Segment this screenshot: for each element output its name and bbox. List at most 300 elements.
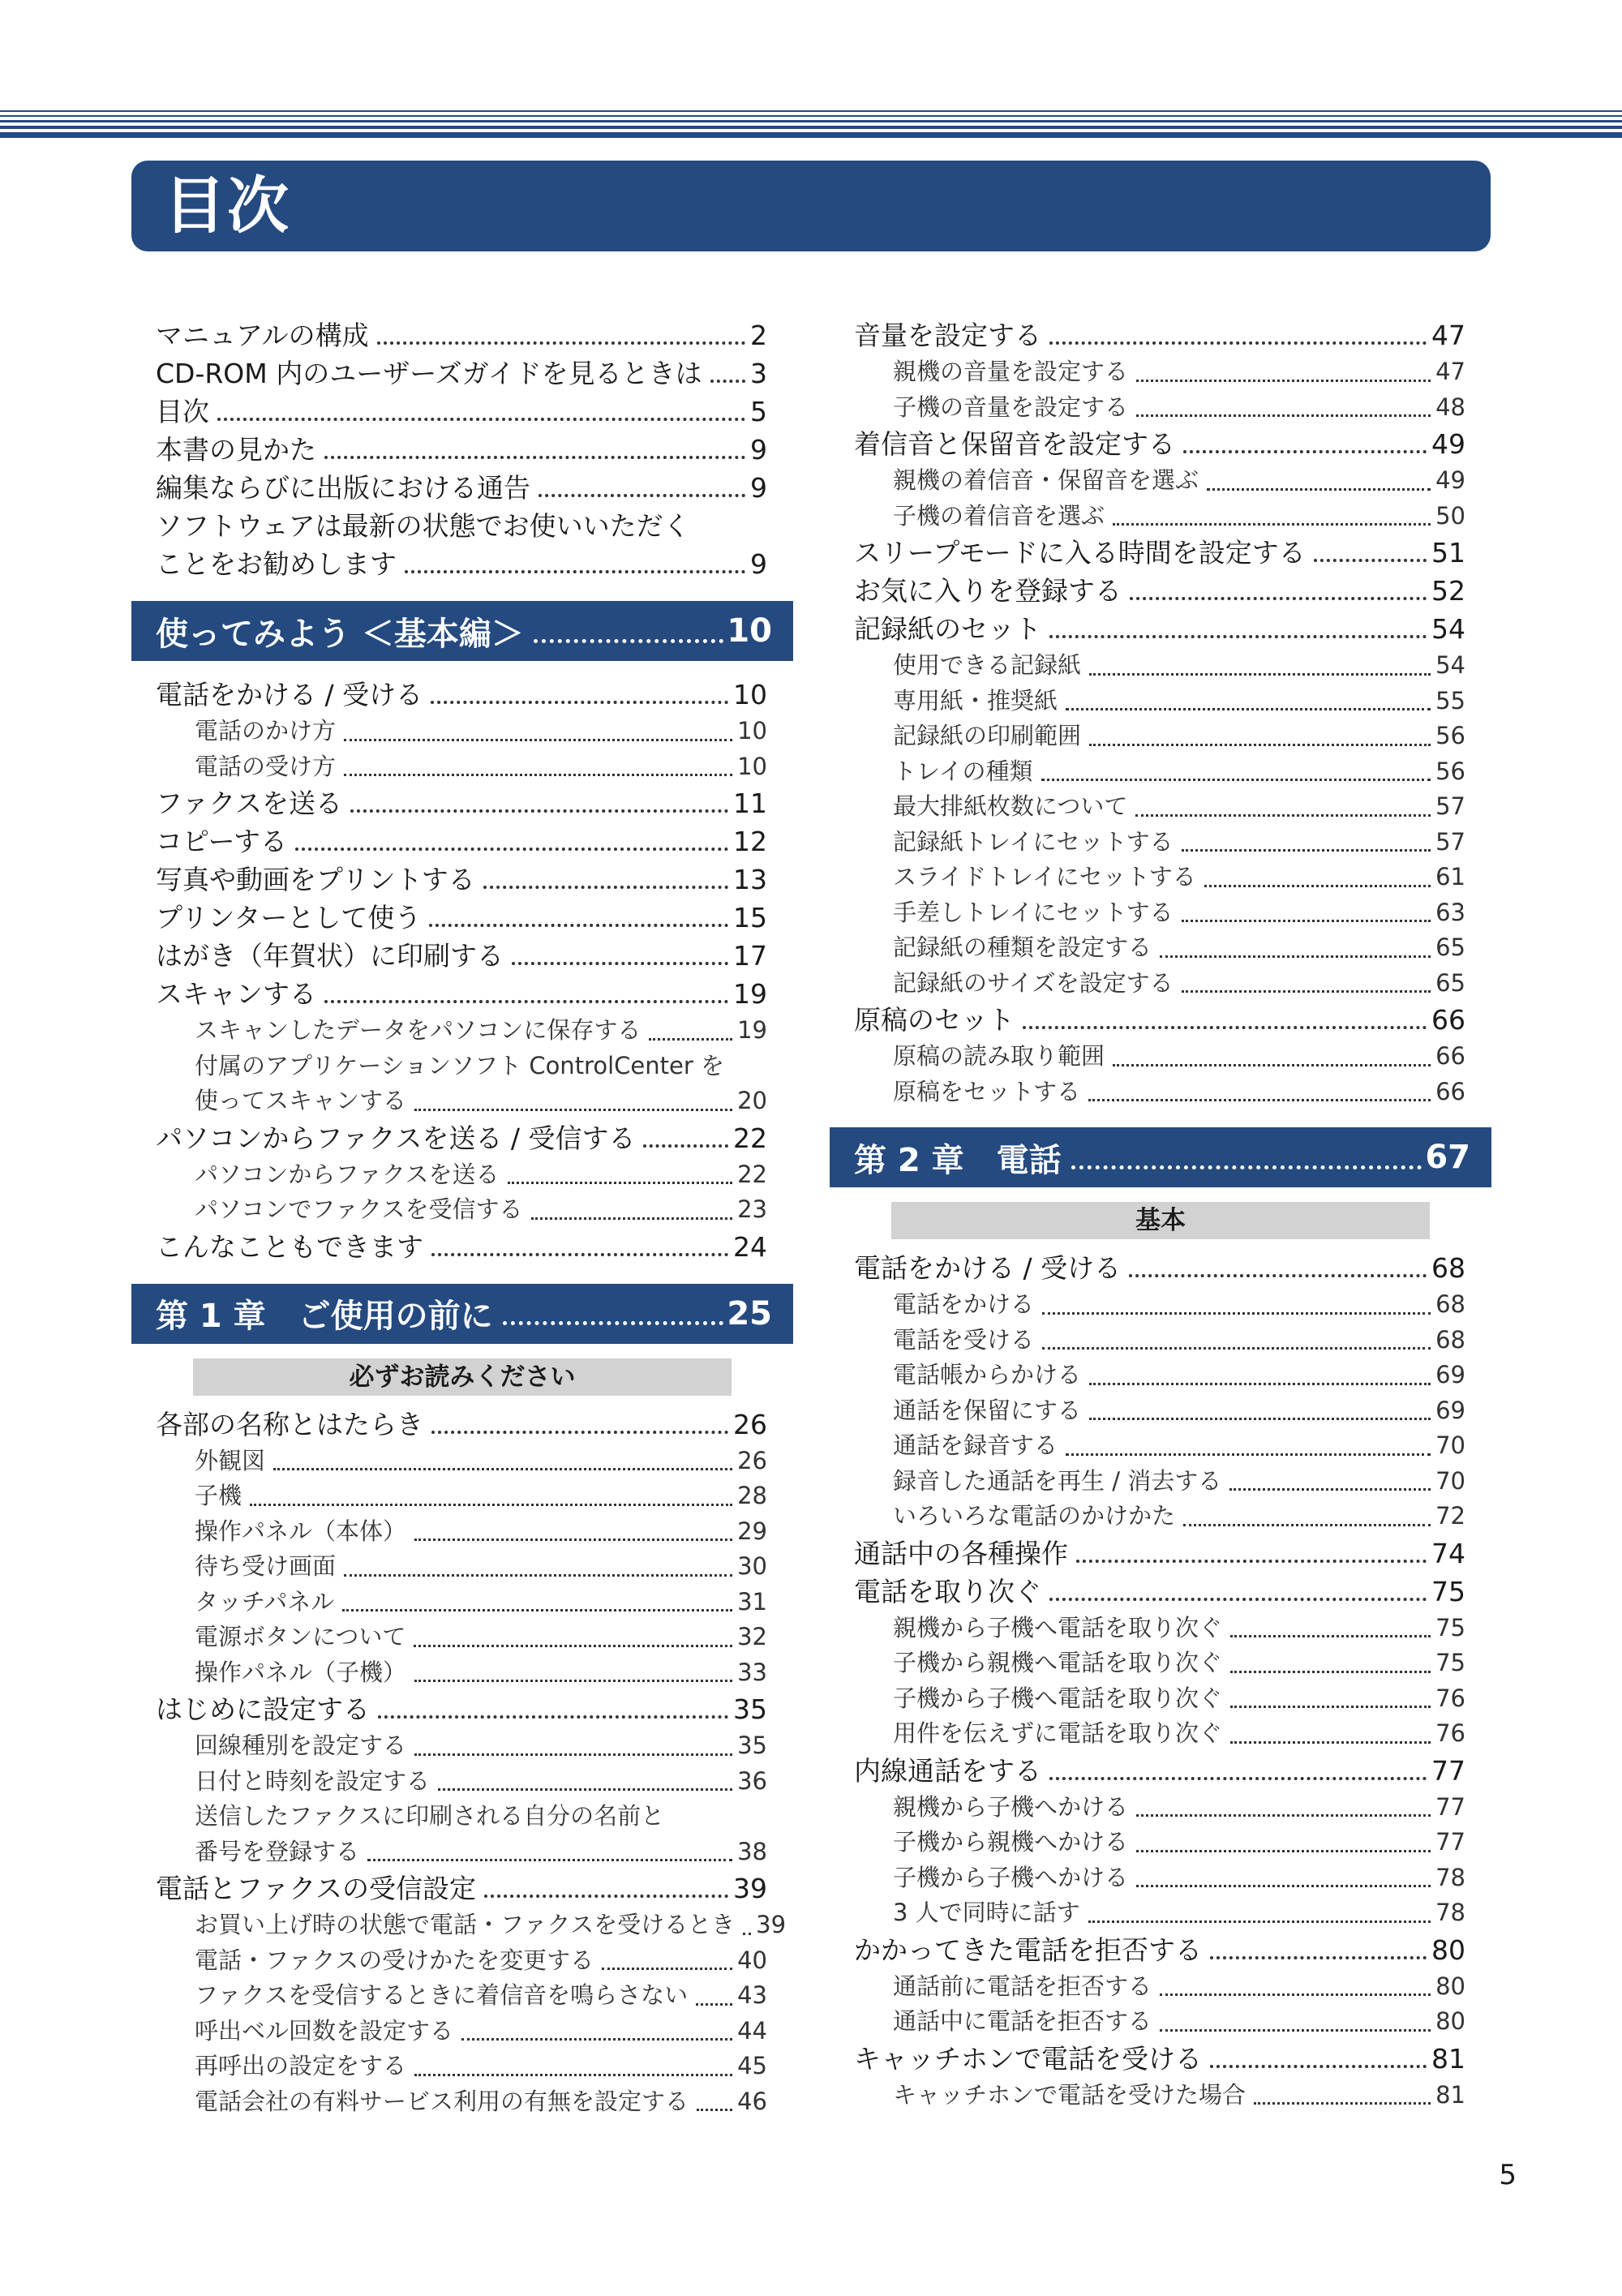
entry-page: 65 xyxy=(1435,933,1465,961)
toc-subentry[interactable] xyxy=(131,1978,793,2014)
entry-label: プリンターとして使う xyxy=(156,902,422,933)
entry-label: マニュアルの構成 xyxy=(156,320,369,351)
entry-page: 56 xyxy=(1435,757,1465,785)
toc-subentry[interactable] xyxy=(131,1585,793,1620)
toc-column-left xyxy=(131,316,793,2119)
toc-entry[interactable] xyxy=(830,1752,1491,1790)
entry-label: 電話をかける xyxy=(893,1290,1035,1318)
toc-subentry[interactable] xyxy=(830,825,1491,860)
entry-page: 61 xyxy=(1435,863,1465,891)
leader-dots xyxy=(1089,1383,1431,1385)
entry-page: 44 xyxy=(737,2016,767,2045)
toc-entry[interactable] xyxy=(131,860,793,899)
toc-entry[interactable] xyxy=(131,354,793,393)
entry-label: お気に入りを登録する xyxy=(854,575,1122,607)
leader-dots xyxy=(1230,1741,1431,1744)
leader-dots xyxy=(1071,1165,1422,1169)
entry-page: 49 xyxy=(1435,466,1465,494)
toc-subentry[interactable] xyxy=(131,1620,793,1655)
toc-subentry[interactable] xyxy=(830,1611,1491,1646)
entry-label: コピーする xyxy=(156,826,288,857)
chapter-title: 使ってみよう ＜基本編＞ xyxy=(156,615,524,653)
toc-subentry[interactable] xyxy=(830,754,1491,790)
entry-label: キャッチホンで電話を受けた場合 xyxy=(893,2080,1247,2109)
entry-label: タッチパネル xyxy=(195,1587,335,1616)
entry-page: 10 xyxy=(737,717,767,745)
toc-subentry[interactable] xyxy=(131,2014,793,2049)
leader-dots xyxy=(1076,1560,1427,1563)
leader-dots xyxy=(1254,2102,1431,2105)
leader-dots xyxy=(1136,1814,1431,1817)
entry-page: 52 xyxy=(1431,575,1465,607)
entry-page: 22 xyxy=(733,1122,767,1154)
entry-label: 再呼出の設定をする xyxy=(195,2052,407,2079)
leader-dots xyxy=(512,962,728,965)
leader-dots xyxy=(1183,450,1427,453)
entry-page: 45 xyxy=(737,2052,767,2079)
toc-entry-line[interactable]: 送信したファクスに印刷される自分の名前と xyxy=(195,1802,665,1830)
page-title: 目次 xyxy=(164,170,290,242)
entry-page: 48 xyxy=(1435,393,1465,421)
toc-subentry[interactable] xyxy=(830,1464,1491,1500)
toc-subentry[interactable] xyxy=(830,1287,1491,1323)
entry-label: 電源ボタンについて xyxy=(195,1623,406,1650)
entry-label: パソコンからファクスを送る xyxy=(195,1160,500,1188)
entry-label: 子機から親機へかける xyxy=(893,1828,1129,1856)
entry-label: 操作パネル（子機） xyxy=(195,1658,407,1686)
toc-subentry[interactable] xyxy=(830,1969,1491,2005)
entry-label: はがき（年賀状）に印刷する xyxy=(156,940,504,972)
toc-subentry[interactable] xyxy=(830,1681,1491,1717)
entry-page: 72 xyxy=(1435,1502,1465,1530)
entry-label: こんなこともできます xyxy=(156,1230,423,1263)
leader-dots xyxy=(649,1038,732,1041)
leader-dots xyxy=(461,2038,732,2041)
toc-entry[interactable] xyxy=(131,431,793,469)
leader-dots xyxy=(431,1253,728,1256)
leader-dots xyxy=(367,1859,732,1861)
entry-page: 39 xyxy=(733,1873,767,1904)
toc-entry[interactable] xyxy=(131,784,793,822)
toc-subentry[interactable] xyxy=(131,1764,793,1800)
entry-page: 24 xyxy=(733,1230,767,1263)
entry-label: 子機から親機へ電話を取り次ぐ xyxy=(893,1649,1223,1676)
chapter-page: 25 xyxy=(727,1294,772,1333)
entry-page: 76 xyxy=(1435,1684,1465,1712)
toc-entry[interactable] xyxy=(131,1690,793,1728)
toc-subentry[interactable] xyxy=(830,463,1491,499)
toc-subentry[interactable] xyxy=(131,1943,793,1979)
toc-subentry[interactable] xyxy=(830,1358,1491,1393)
toc-entry[interactable] xyxy=(830,2040,1491,2078)
entry-label: 日付と時刻を設定する xyxy=(195,1766,431,1795)
leader-dots xyxy=(1088,1920,1431,1923)
leader-dots xyxy=(429,924,728,927)
section-subhead: 基本 xyxy=(891,1202,1430,1239)
entry-page: 54 xyxy=(1435,651,1465,679)
entry-label: 操作パネル（本体） xyxy=(195,1517,407,1545)
toc-subentry[interactable] xyxy=(830,860,1491,895)
leader-dots xyxy=(250,1504,732,1506)
toc-entry[interactable] xyxy=(131,469,793,507)
leader-dots xyxy=(1160,1993,1431,1996)
entry-label: 各部の名称とはたらき xyxy=(156,1408,423,1440)
entry-page: 51 xyxy=(1431,537,1465,569)
entry-page: 49 xyxy=(1431,428,1465,460)
entry-page: 46 xyxy=(737,2087,767,2115)
entry-label: 子機の音量を設定する xyxy=(893,393,1129,421)
leader-dots xyxy=(1229,1488,1431,1491)
leader-dots xyxy=(377,341,745,345)
entry-label: 通話を録音する xyxy=(893,1431,1058,1459)
toc-subentry[interactable] xyxy=(830,719,1491,754)
leader-dots xyxy=(1066,708,1431,710)
leader-dots xyxy=(414,1109,732,1111)
entry-page: 17 xyxy=(733,940,767,972)
leader-dots xyxy=(324,1000,728,1003)
leader-dots xyxy=(438,1788,732,1791)
entry-label: スライドトレイにセットする xyxy=(893,863,1196,891)
chapter-page: 67 xyxy=(1425,1139,1470,1176)
leader-dots xyxy=(1042,1312,1431,1315)
toc-subentry[interactable] xyxy=(830,1895,1491,1931)
leader-dots xyxy=(414,1539,732,1541)
entry-page: 9 xyxy=(750,548,767,580)
entry-page: 78 xyxy=(1435,1899,1465,1926)
entry-label: 録音した通話を再生 / 消去する xyxy=(893,1466,1222,1495)
toc-subentry[interactable] xyxy=(830,2004,1491,2040)
toc-subentry[interactable] xyxy=(830,789,1491,825)
entry-label: 外観図 xyxy=(195,1446,266,1474)
toc-entry[interactable] xyxy=(131,1869,793,1908)
entry-label: 使ってスキャンする xyxy=(195,1087,407,1114)
entry-page: 68 xyxy=(1435,1325,1465,1354)
leader-dots xyxy=(1160,2029,1431,2032)
entry-label: スリープモードに入る時間を設定する xyxy=(854,537,1306,569)
leader-dots xyxy=(1136,1885,1431,1887)
leader-dots xyxy=(414,1753,732,1756)
entry-page: 77 xyxy=(1431,1754,1465,1787)
entry-page: 22 xyxy=(737,1160,767,1188)
toc-subentry[interactable] xyxy=(830,1499,1491,1534)
toc-entry[interactable] xyxy=(830,534,1491,572)
toc-subentry[interactable] xyxy=(830,966,1491,1002)
entry-label: 記録紙のセット xyxy=(854,613,1041,645)
entry-page: 81 xyxy=(1431,2042,1465,2075)
toc-entry[interactable] xyxy=(830,1573,1491,1611)
entry-page: 70 xyxy=(1435,1466,1465,1495)
toc-subentry[interactable] xyxy=(131,1478,793,1514)
leader-dots xyxy=(1113,1064,1431,1066)
toc-entry[interactable] xyxy=(131,975,793,1013)
leader-dots xyxy=(414,1680,732,1682)
toc-subentry[interactable] xyxy=(131,1908,793,1943)
entry-label: はじめに設定する xyxy=(156,1693,370,1725)
entry-label: CD-ROM 内のユーザーズガイドを見るときは xyxy=(156,358,702,389)
entry-label: 電話の受け方 xyxy=(195,752,337,780)
entry-label: スキャンする xyxy=(156,978,316,1010)
entry-page: 35 xyxy=(737,1732,767,1759)
toc-entry[interactable] xyxy=(131,316,793,354)
toc-subentry[interactable] xyxy=(830,354,1491,390)
leader-dots xyxy=(1135,814,1431,817)
entry-page: 74 xyxy=(1431,1537,1465,1569)
toc-entry[interactable] xyxy=(131,676,793,714)
leader-dots xyxy=(1207,488,1431,491)
chapter-header xyxy=(131,601,793,661)
leader-dots xyxy=(1042,1347,1431,1350)
entry-page: 38 xyxy=(737,1837,767,1865)
entry-label: 待ち受け画面 xyxy=(195,1552,337,1580)
entry-page: 80 xyxy=(1431,1933,1465,1966)
toc-subentry[interactable] xyxy=(830,895,1491,931)
toc-entry[interactable] xyxy=(131,1405,793,1444)
toc-subentry[interactable] xyxy=(131,2084,793,2120)
entry-page: 47 xyxy=(1435,358,1465,385)
entry-page: 50 xyxy=(1435,501,1465,530)
entry-label: 通話前に電話を拒否する xyxy=(893,1972,1152,2000)
entry-label: 子機 xyxy=(195,1482,242,1509)
toc-entry[interactable] xyxy=(830,572,1491,610)
toc-subentry[interactable] xyxy=(131,714,793,749)
leader-dots xyxy=(696,2003,732,2006)
entry-label: ファクスを受信するときに着信音を鳴らさない xyxy=(195,1981,689,2009)
toc-subentry[interactable] xyxy=(131,1655,793,1691)
leader-dots xyxy=(344,1574,732,1577)
toc-entry[interactable] xyxy=(830,316,1491,354)
leader-dots xyxy=(1049,341,1427,345)
toc-subentry[interactable] xyxy=(830,648,1491,684)
leader-dots xyxy=(539,494,745,497)
leader-dots xyxy=(643,1144,728,1148)
entry-label: 音量を設定する xyxy=(854,320,1041,351)
toc-subentry[interactable] xyxy=(131,1728,793,1764)
entry-page: 31 xyxy=(737,1587,767,1616)
leader-dots xyxy=(1230,1671,1431,1673)
entry-page: 28 xyxy=(737,1482,767,1509)
entry-label: お買い上げ時の状態で電話・ファクスを受けるとき xyxy=(195,1911,736,1938)
entry-label: 編集ならびに出版における通告 xyxy=(156,472,530,504)
entry-page: 15 xyxy=(733,902,767,933)
entry-label: 通話中に電話を拒否する xyxy=(893,2007,1152,2035)
entry-label: 親機の音量を設定する xyxy=(893,358,1129,385)
toc-subentry[interactable] xyxy=(830,499,1491,534)
leader-dots xyxy=(1160,955,1431,958)
entry-label: パソコンからファクスを送る / 受信する xyxy=(156,1122,636,1154)
entry-label: 内線通話をする xyxy=(854,1754,1041,1787)
toc-subentry[interactable] xyxy=(830,1790,1491,1826)
leader-dots xyxy=(1210,1956,1427,1959)
toc-entry[interactable] xyxy=(131,899,793,937)
entry-page: 26 xyxy=(733,1408,767,1440)
toc-subentry[interactable] xyxy=(830,684,1491,719)
entry-page: 19 xyxy=(737,1016,767,1044)
entry-label: 手差しトレイにセットする xyxy=(893,898,1174,926)
entry-label: 記録紙のサイズを設定する xyxy=(893,968,1174,997)
toc-subentry[interactable] xyxy=(830,1039,1491,1075)
entry-label: 電話会社の有料サービス利用の有無を設定する xyxy=(195,2087,689,2115)
leader-dots xyxy=(1041,779,1431,781)
leader-dots xyxy=(350,809,728,813)
toc-entry[interactable] xyxy=(830,425,1491,463)
entry-label: 電話のかけ方 xyxy=(195,717,337,745)
leader-dots xyxy=(378,1715,728,1719)
leader-dots xyxy=(1049,1598,1427,1601)
toc-subentry[interactable] xyxy=(830,1075,1491,1110)
entry-page: 10 xyxy=(733,679,767,710)
entry-page: 70 xyxy=(1435,1431,1465,1459)
toc-column-right xyxy=(830,316,1491,2113)
entry-label: キャッチホンで電話を受ける xyxy=(854,2042,1202,2075)
leader-dots xyxy=(508,1182,733,1184)
entry-page: 23 xyxy=(737,1195,767,1223)
toc-entry-line[interactable]: 付属のアプリケーションソフト ControlCenter を xyxy=(195,1051,724,1079)
toc-subentry[interactable] xyxy=(830,1716,1491,1752)
toc-subentry[interactable] xyxy=(131,1444,793,1479)
toc-subentry[interactable] xyxy=(830,2078,1491,2114)
entry-page: 69 xyxy=(1435,1361,1465,1388)
leader-dots xyxy=(1023,1026,1427,1029)
toc-subentry[interactable] xyxy=(131,1084,793,1119)
entry-label: ことをお勧めします xyxy=(156,548,397,580)
toc-subentry[interactable] xyxy=(830,1323,1491,1358)
leader-dots xyxy=(342,1609,732,1611)
entry-page: 19 xyxy=(733,978,767,1010)
entry-page: 68 xyxy=(1435,1290,1465,1318)
toc-subentry[interactable] xyxy=(830,1646,1491,1681)
entry-page: 75 xyxy=(1431,1575,1465,1607)
toc-entry[interactable] xyxy=(830,610,1491,648)
leader-dots xyxy=(1230,1706,1431,1708)
entry-label: 通話中の各種操作 xyxy=(854,1537,1068,1569)
entry-page: 77 xyxy=(1435,1792,1465,1821)
leader-dots xyxy=(431,701,728,704)
entry-page: 36 xyxy=(737,1766,767,1795)
leader-dots xyxy=(273,1468,732,1470)
leader-dots xyxy=(534,639,723,643)
entry-label: 親機から子機へ電話を取り次ぐ xyxy=(893,1613,1223,1642)
leader-dots xyxy=(414,1645,732,1647)
toc-subentry[interactable] xyxy=(830,1393,1491,1429)
toc-entry[interactable] xyxy=(131,822,793,860)
entry-page: 78 xyxy=(1435,1863,1465,1891)
entry-label: 記録紙の種類を設定する xyxy=(893,933,1152,961)
leader-dots xyxy=(217,418,745,421)
toc-subentry[interactable] xyxy=(830,390,1491,426)
entry-label: 原稿をセットする xyxy=(893,1077,1081,1105)
entry-page: 57 xyxy=(1435,827,1465,856)
entry-page: 66 xyxy=(1435,1042,1465,1070)
chapter-title: 第 2 章 電話 xyxy=(854,1141,1062,1179)
toc-entry[interactable] xyxy=(131,1119,793,1157)
entry-page: 69 xyxy=(1435,1396,1465,1424)
entry-label: 着信音と保留音を設定する xyxy=(854,428,1175,460)
leader-dots xyxy=(344,739,732,741)
entry-page: 5 xyxy=(750,396,767,427)
entry-page: 80 xyxy=(1435,2007,1465,2035)
toc-subentry[interactable] xyxy=(131,1192,793,1228)
entry-page: 68 xyxy=(1431,1252,1465,1284)
leader-dots xyxy=(602,1968,732,1970)
entry-page: 40 xyxy=(737,1946,767,1974)
leader-dots xyxy=(484,1895,728,1898)
toc-entry-line[interactable]: ソフトウェアは最新の状態でお使いいただく xyxy=(156,510,690,542)
toc-entry[interactable] xyxy=(830,1534,1491,1573)
toc-subentry[interactable] xyxy=(830,1860,1491,1896)
entry-label: 本書の見かた xyxy=(156,434,316,466)
leader-dots xyxy=(1182,920,1431,922)
entry-page: 63 xyxy=(1435,898,1465,926)
entry-page: 43 xyxy=(737,1981,767,2009)
toc-subentry[interactable] xyxy=(131,749,793,785)
entry-page: 29 xyxy=(737,1517,767,1545)
toc-subentry[interactable] xyxy=(131,1549,793,1585)
entry-label: ファクスを送る xyxy=(156,788,343,819)
leader-dots xyxy=(344,774,732,776)
entry-label: かかってきた電話を拒否する xyxy=(854,1933,1202,1966)
toc-subentry[interactable] xyxy=(131,1514,793,1550)
leader-dots xyxy=(697,2109,732,2111)
entry-page: 35 xyxy=(733,1693,767,1725)
toc-entry[interactable] xyxy=(830,1001,1491,1039)
toc-subentry[interactable] xyxy=(131,1157,793,1193)
leader-dots xyxy=(1230,1635,1431,1637)
leader-dots xyxy=(1314,559,1427,562)
entry-label: 親機の着信音・保留音を選ぶ xyxy=(893,466,1199,494)
toc-subentry[interactable] xyxy=(131,1013,793,1049)
entry-label: 電話を取り次ぐ xyxy=(854,1575,1041,1607)
entry-page: 2 xyxy=(750,320,767,351)
entry-label: 電話を受ける xyxy=(893,1325,1035,1354)
entry-label: 通話を保留にする xyxy=(893,1396,1082,1424)
entry-label: 目次 xyxy=(156,396,209,427)
toc-entry[interactable] xyxy=(131,545,793,583)
entry-page: 30 xyxy=(737,1552,767,1580)
toc-subentry[interactable] xyxy=(830,1825,1491,1860)
toc-subentry[interactable] xyxy=(131,2049,793,2084)
entry-label: 親機から子機へかける xyxy=(893,1792,1129,1821)
entry-label: スキャンしたデータをパソコンに保存する xyxy=(195,1016,642,1044)
chapter-title: 第 1 章 ご使用の前に xyxy=(156,1298,493,1335)
entry-label: 記録紙の印刷範囲 xyxy=(893,722,1082,749)
entry-label: 専用紙・推奨紙 xyxy=(893,686,1058,715)
entry-page: 32 xyxy=(737,1623,767,1650)
toc-subentry[interactable] xyxy=(830,1428,1491,1464)
toc-entry[interactable] xyxy=(131,937,793,975)
toc-subentry[interactable] xyxy=(830,930,1491,966)
leader-dots xyxy=(743,1933,751,1935)
entry-page: 81 xyxy=(1435,2080,1465,2109)
leader-dots xyxy=(1204,885,1431,887)
entry-label: 電話・ファクスの受けかたを変更する xyxy=(195,1946,594,1974)
leader-dots xyxy=(1129,1274,1427,1277)
entry-label: 呼出ベル回数を設定する xyxy=(195,2016,454,2045)
entry-page: 10 xyxy=(737,752,767,780)
entry-label: 3 人で同時に話す xyxy=(893,1899,1080,1926)
toc-entry[interactable] xyxy=(830,1249,1491,1287)
leader-dots xyxy=(324,456,745,459)
leader-dots xyxy=(405,570,745,573)
toc-subentry[interactable] xyxy=(131,1835,793,1870)
entry-page: 75 xyxy=(1435,1649,1465,1676)
toc-entry[interactable] xyxy=(830,1931,1491,1969)
toc-entry[interactable] xyxy=(131,393,793,431)
leader-dots xyxy=(1089,673,1431,676)
entry-page: 12 xyxy=(733,826,767,857)
entry-label: 写真や動画をプリントする xyxy=(156,864,475,895)
toc-entry[interactable] xyxy=(131,1228,793,1266)
entry-page: 20 xyxy=(737,1087,767,1114)
